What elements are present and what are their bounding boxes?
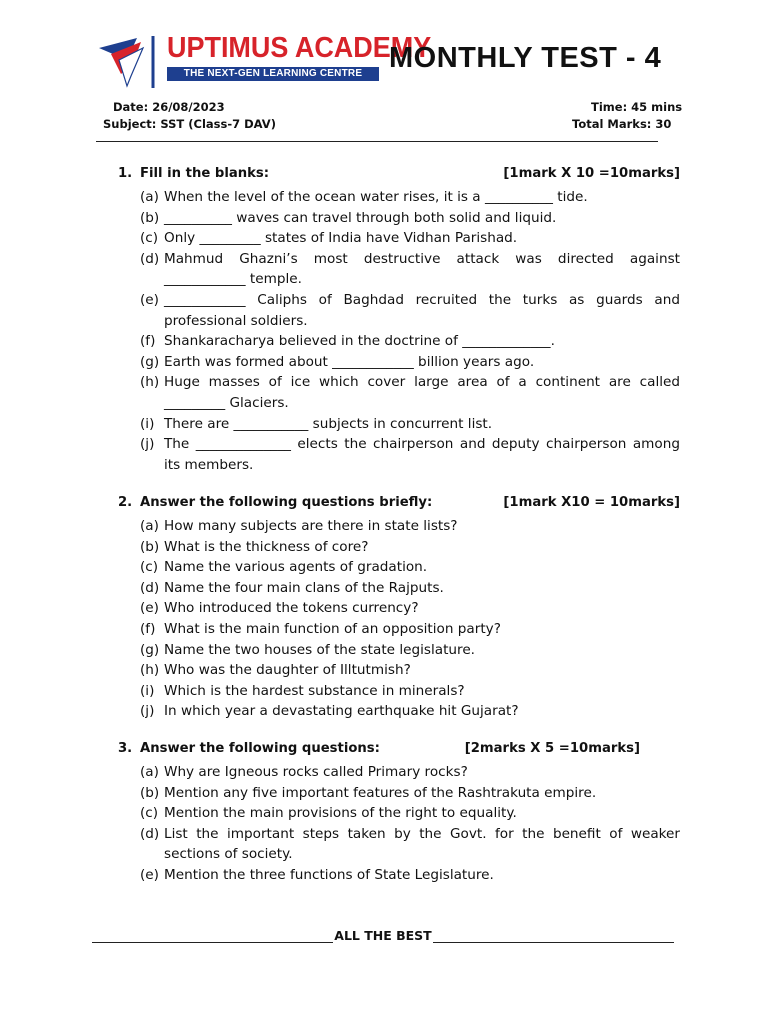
question-text: Mention the three functions of State Legislature. — [164, 866, 494, 883]
question-item — [118, 187, 680, 208]
question-item — [118, 331, 680, 352]
question-text: Mahmud Ghazni’s most destructive attack was directed against ____________ temple. — [164, 250, 680, 288]
question-label: (a) — [140, 764, 159, 780]
question-text: Name the various agents of gradation. — [164, 559, 428, 576]
brand-tagline: THE NEXT-GEN LEARNING CENTRE — [167, 67, 379, 81]
section-marks: [1mark X 10 =10marks] — [503, 166, 680, 181]
question-label: (g) — [140, 353, 160, 370]
question-text: Earth was formed about ____________ billion years ago. — [164, 353, 535, 370]
question-item — [118, 352, 680, 373]
question-label: (d) — [140, 825, 160, 842]
test-subject: Subject: SST (Class-7 DAV) — [103, 117, 276, 131]
question-item — [118, 701, 680, 722]
section-heading — [118, 166, 680, 187]
question-text: The ______________ elects the chairperson and deputy chairperson among its members. — [164, 436, 680, 473]
question-text: What is the thickness of core? — [164, 538, 369, 555]
footer — [92, 928, 674, 943]
section-number: 1. — [118, 166, 133, 181]
question-label: (c) — [140, 559, 159, 576]
question-label: (e) — [140, 291, 159, 308]
test-title: MONTHLY TEST - 4 — [389, 42, 662, 74]
brand-name: UPTIMUS ACADEMY — [167, 32, 432, 64]
section-long-answers — [118, 741, 680, 886]
section-heading — [118, 741, 680, 762]
question-text: How many subjects are there in state lists? — [164, 518, 458, 534]
question-item — [118, 557, 680, 578]
question-text: In which year a devastating earthquake hit Gujarat? — [164, 703, 519, 720]
question-label: (c) — [140, 805, 159, 822]
question-label: (b) — [140, 784, 160, 801]
question-label: (a) — [140, 189, 159, 205]
question-item — [118, 640, 680, 661]
question-text: List the important steps taken by the Govt. for the benefit of weaker sections of society. — [164, 825, 680, 863]
section-number: 2. — [118, 495, 133, 510]
question-item — [118, 290, 680, 331]
question-label: (c) — [140, 230, 159, 247]
question-item — [118, 660, 680, 681]
question-item — [118, 372, 680, 413]
section-marks: [2marks X 5 =10marks] — [464, 741, 640, 756]
question-label: (d) — [140, 250, 160, 267]
question-label: (i) — [140, 682, 155, 699]
question-list — [118, 762, 680, 886]
question-text: Name the two houses of the state legislature. — [164, 641, 476, 658]
question-text: Why are Igneous rocks called Primary rocks? — [164, 764, 468, 780]
question-item — [118, 783, 680, 804]
question-label: (h) — [140, 662, 160, 679]
question-label: (i) — [140, 415, 155, 432]
question-list — [118, 187, 680, 475]
section-title: Answer the following questions: — [140, 741, 380, 756]
section-marks: [1mark X10 = 10marks] — [503, 495, 680, 510]
section-number: 3. — [118, 741, 133, 756]
question-item — [118, 803, 680, 824]
question-label: (d) — [140, 579, 160, 596]
test-time: Time: 45 mins — [591, 100, 683, 114]
question-item — [118, 578, 680, 599]
question-text: Huge masses of ice which cover large area of a continent are called _________ Glaciers. — [164, 374, 680, 411]
header-divider — [96, 141, 658, 142]
question-text: Who was the daughter of Illtutmish? — [164, 662, 411, 679]
question-item — [118, 228, 680, 249]
question-text: Only _________ states of India have Vidhan Parishad. — [164, 230, 518, 247]
question-item — [118, 681, 680, 702]
question-label: (f) — [140, 620, 156, 637]
section-heading — [118, 495, 680, 516]
question-text: Mention the main provisions of the right to equality. — [164, 805, 517, 822]
question-text: Who introduced the tokens currency? — [164, 600, 419, 617]
question-item — [118, 824, 680, 865]
section-fill-in-blanks — [118, 166, 680, 475]
footer-text: ALL THE BEST — [334, 928, 432, 943]
question-label: (b) — [140, 538, 160, 555]
question-label: (e) — [140, 600, 159, 617]
question-text: There are ___________ subjects in concurrent list. — [164, 415, 493, 432]
question-text: What is the main function of an opposition party? — [164, 620, 501, 637]
question-text: When the level of the ocean water rises, it is a __________ tide. — [164, 189, 588, 205]
question-item — [118, 598, 680, 619]
footer-rule-right — [433, 930, 674, 943]
question-label: (j) — [140, 703, 155, 720]
question-label: (g) — [140, 641, 160, 658]
question-text: __________ waves can travel through both solid and liquid. — [164, 209, 557, 226]
question-item — [118, 208, 680, 229]
question-list — [118, 516, 680, 722]
question-item — [118, 619, 680, 640]
question-text: ____________ Caliphs of Baghdad recruited the turks as guards and professional soldiers. — [164, 291, 680, 329]
question-label: (h) — [140, 374, 160, 391]
question-item — [118, 865, 680, 886]
question-item — [118, 762, 680, 783]
question-item — [118, 537, 680, 558]
footer-rule-left — [92, 930, 333, 943]
question-text: Shankaracharya believed in the doctrine of _____________. — [164, 333, 555, 350]
question-text: Which is the hardest substance in minerals? — [164, 682, 465, 699]
section-title: Fill in the blanks: — [140, 166, 270, 181]
question-item — [118, 414, 680, 435]
section-short-answers — [118, 495, 680, 722]
question-label: (b) — [140, 209, 160, 226]
total-marks: Total Marks: 30 — [572, 117, 672, 131]
test-date: Date: 26/08/2023 — [113, 100, 225, 114]
question-label: (j) — [140, 436, 155, 453]
question-item — [118, 434, 680, 475]
question-text: Mention any five important features of the Rashtrakuta empire. — [164, 784, 597, 801]
question-item — [118, 249, 680, 290]
question-label: (f) — [140, 333, 156, 350]
header — [97, 32, 697, 92]
academy-logo-icon — [97, 34, 159, 90]
question-label: (e) — [140, 866, 159, 883]
question-text: Name the four main clans of the Rajputs. — [164, 579, 444, 596]
question-label: (a) — [140, 518, 159, 534]
question-item — [118, 516, 680, 537]
section-title: Answer the following questions briefly: — [140, 495, 433, 510]
